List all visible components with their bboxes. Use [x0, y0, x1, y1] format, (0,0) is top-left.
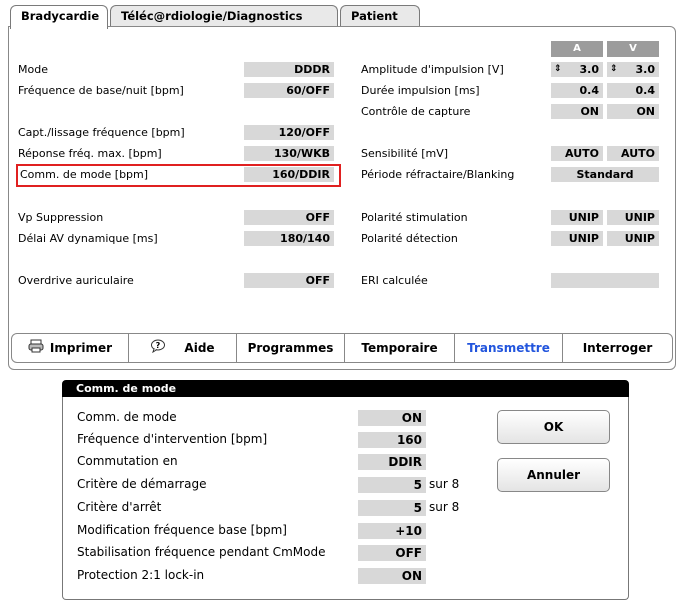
pulse-width-v[interactable]: 0.4	[607, 83, 659, 98]
cancel-button[interactable]: Annuler	[497, 458, 610, 492]
dialog-title: Comm. de mode	[62, 380, 629, 397]
rate-capture-value[interactable]: 120/OFF	[244, 125, 334, 140]
resolution-criterion-unit: sur 8	[429, 500, 460, 514]
lock-in-protection-label: Protection 2:1 lock-in	[77, 568, 205, 582]
dialog-body	[62, 397, 629, 600]
mode-switch-label: Comm. de mode [bpm]	[20, 168, 149, 181]
base-rate-change-value[interactable]: +10	[358, 523, 426, 539]
rate-stabilization-label: Stabilisation fréquence pendant CmMode	[77, 545, 326, 559]
lock-in-protection-value[interactable]: ON	[358, 568, 426, 584]
eri-label: ERI calculée	[361, 274, 428, 287]
pulse-amplitude-label: Amplitude d'impulsion [V]	[361, 63, 504, 76]
eri-value	[551, 273, 659, 288]
column-header-v: V	[607, 41, 659, 57]
intervention-rate-value[interactable]: 160	[358, 432, 426, 448]
refractory-period-value[interactable]: Standard	[551, 167, 659, 182]
mode-switch-value[interactable]: 160/DDIR	[244, 167, 334, 182]
bradycardia-panel	[8, 26, 676, 370]
programs-button[interactable]: Programmes	[237, 334, 345, 362]
atrial-overdrive-label: Overdrive auriculaire	[18, 274, 134, 287]
capture-control-a[interactable]: ON	[551, 104, 603, 119]
refractory-period-label: Période réfractaire/Blanking	[361, 168, 515, 181]
sensing-polarity-label: Polarité détection	[361, 232, 458, 245]
capture-control-v[interactable]: ON	[607, 104, 659, 119]
mode-value[interactable]: DDDR	[244, 62, 334, 77]
adjust-arrows-icon: ⇕	[554, 64, 562, 74]
sensing-polarity-a[interactable]: UNIP	[551, 231, 603, 246]
resolution-criterion-value[interactable]: 5	[358, 500, 426, 516]
max-rate-response-value[interactable]: 130/WKB	[244, 146, 334, 161]
sensing-polarity-v[interactable]: UNIP	[607, 231, 659, 246]
rate-capture-label: Capt./lissage fréquence [bpm]	[18, 126, 185, 139]
tab-telecardiologie[interactable]: Téléc@rdiologie/Diagnostics	[110, 5, 338, 27]
switch-to-value[interactable]: DDIR	[358, 454, 426, 470]
onset-criterion-label: Critère de démarrage	[77, 477, 207, 491]
sensitivity-v[interactable]: AUTO	[607, 146, 659, 161]
base-rate-value[interactable]: 60/OFF	[244, 83, 334, 98]
adjust-arrows-icon: ⇕	[610, 64, 618, 74]
switch-to-label: Commutation en	[77, 454, 178, 468]
pulse-amplitude-a[interactable]: ⇕ 3.0	[551, 62, 603, 77]
vp-suppression-value[interactable]: OFF	[244, 210, 334, 225]
transmit-button[interactable]: Transmettre	[455, 334, 563, 362]
help-button[interactable]: ? Aide	[129, 334, 237, 362]
sensitivity-a[interactable]: AUTO	[551, 146, 603, 161]
bottom-toolbar	[11, 333, 673, 363]
dialog-mode-switch-label: Comm. de mode	[77, 410, 177, 424]
atrial-overdrive-value[interactable]: OFF	[244, 273, 334, 288]
mode-switch-dialog	[62, 380, 629, 600]
dynamic-av-delay-label: Délai AV dynamique [ms]	[18, 232, 158, 245]
resolution-criterion-label: Critère d'arrêt	[77, 500, 162, 514]
interrogate-button[interactable]: Interroger	[582, 341, 653, 355]
tab-bradycardie[interactable]: Bradycardie	[10, 5, 108, 29]
temporary-button[interactable]: Temporaire	[345, 334, 455, 362]
base-rate-change-label: Modification fréquence base [bpm]	[77, 523, 287, 537]
onset-criterion-value[interactable]: 5	[358, 477, 426, 493]
pulse-width-label: Durée impulsion [ms]	[361, 84, 480, 97]
printer-icon	[28, 335, 44, 363]
base-rate-label: Fréquence de base/nuit [bpm]	[18, 84, 184, 97]
column-header-a: A	[551, 41, 603, 57]
mode-label: Mode	[18, 63, 48, 76]
max-rate-response-label: Réponse fréq. max. [bpm]	[18, 147, 162, 160]
dynamic-av-delay-value[interactable]: 180/140	[244, 231, 334, 246]
dialog-mode-switch-value[interactable]: ON	[358, 410, 426, 426]
onset-criterion-unit: sur 8	[429, 477, 460, 491]
svg-text:?: ?	[156, 340, 161, 350]
tab-patient[interactable]: Patient	[340, 5, 420, 27]
pulse-width-a[interactable]: 0.4	[551, 83, 603, 98]
pacing-polarity-a[interactable]: UNIP	[551, 210, 603, 225]
help-icon	[150, 335, 166, 363]
capture-control-label: Contrôle de capture	[361, 105, 471, 118]
intervention-rate-label: Fréquence d'intervention [bpm]	[77, 432, 268, 446]
pacing-polarity-label: Polarité stimulation	[361, 211, 468, 224]
pacing-polarity-v[interactable]: UNIP	[607, 210, 659, 225]
sensitivity-label: Sensibilité [mV]	[361, 147, 449, 160]
print-button[interactable]: Imprimer	[12, 334, 129, 362]
ok-button[interactable]: OK	[497, 410, 610, 444]
vp-suppression-label: Vp Suppression	[18, 211, 104, 224]
rate-stabilization-value[interactable]: OFF	[358, 545, 426, 561]
pulse-amplitude-v[interactable]: ⇕ 3.0	[607, 62, 659, 77]
